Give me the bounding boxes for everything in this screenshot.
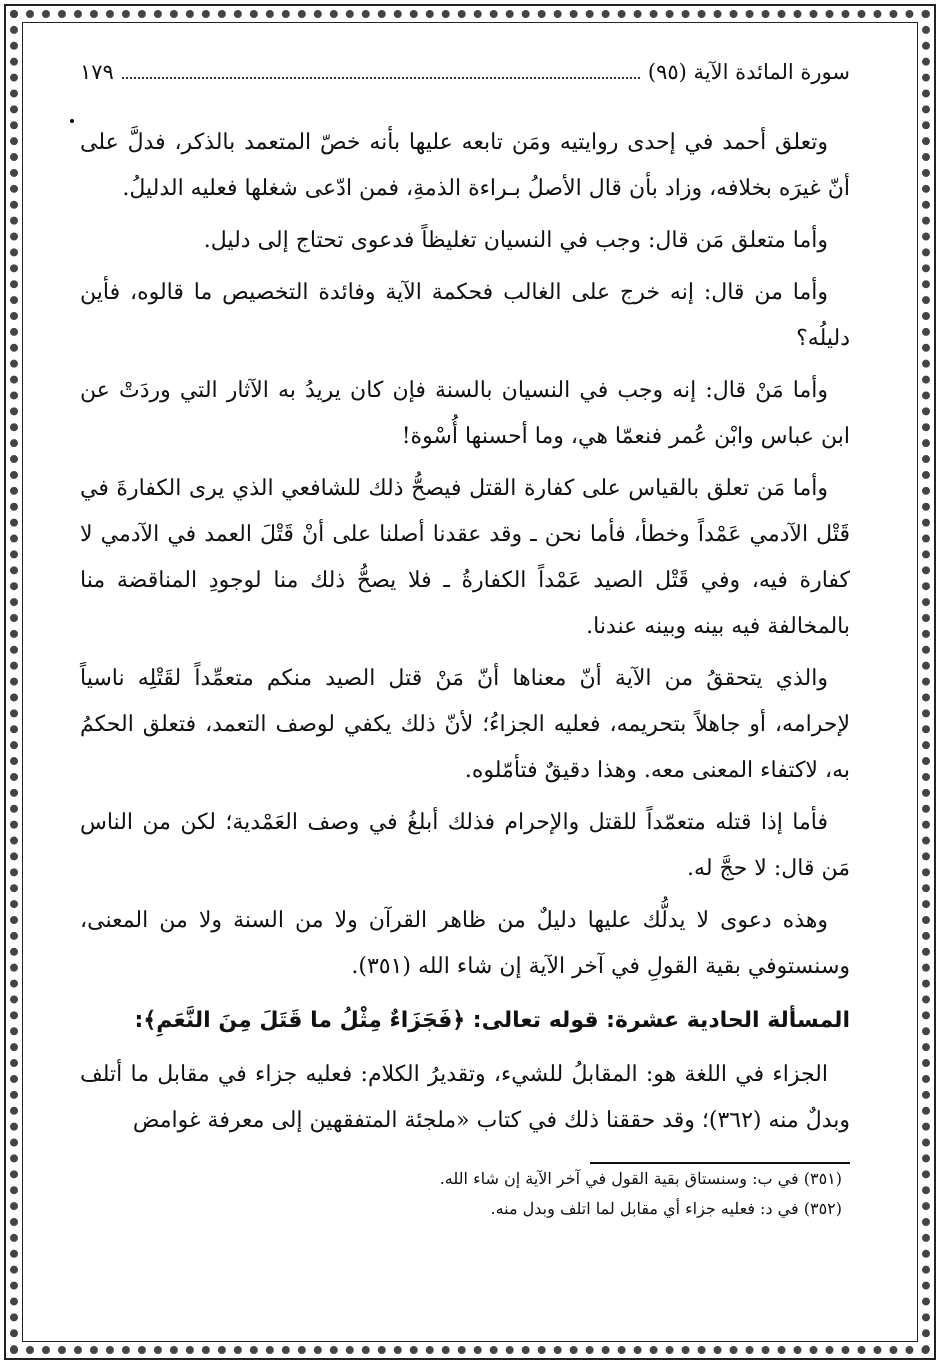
- paragraph: فأما إذا قتله متعمّداً للقتل والإحرام فذلك أبلغُ في وصف العَمْدية؛ لكن من الناس مَن قال: لا حجَّ له.: [80, 810, 850, 881]
- paragraph: وهذه دعوى لا يدلُّك عليها دليلٌ من ظاهر القرآن ولا من السنة ولا من المعنى، وسنستوفي بقية القولِ في آخر الآية إن شاء الله (٣٥١).: [80, 908, 850, 979]
- paragraph: وأما مَنْ قال: إنه وجب في النسيان بالسنة فإن كان يريدُ به الآثار التي وردَتْ عن ابن عباس وابْن عُمر فنعمّا هي، وما أحسنها أُسْوة!: [80, 378, 850, 449]
- running-header: [80, 60, 850, 100]
- page-body: [80, 60, 850, 1224]
- paragraph: الجزاء في اللغة هو: المقابلُ للشيء، وتقديرُ الكلام: فعليه جزاء في مقابل ما أتلف وبدلٌ منه (٣٦٢)؛ وقد حققنا ذلك في كتاب «ملجئة المتفقهين إلى معرفة غوامض: [80, 1062, 850, 1133]
- footnote: (٣٥١) في ب: وسنستاق بقية القول في آخر الآية إن شاء الله.: [439, 1169, 842, 1188]
- header-title: سورة المائدة الآية (٩٥): [647, 60, 850, 84]
- margin-dot: [70, 119, 74, 123]
- section-heading: المسألة الحادية عشرة: قوله تعالى: ﴿فَجَزَاءٌ مِثْلُ ما قَتَلَ مِنَ النَّعَمِ﴾:: [134, 1008, 850, 1033]
- page-number: ١٧٩: [80, 60, 114, 84]
- paragraph: وأما مَن تعلق بالقياس على كفارة القتل فيصحُّ ذلك للشافعي الذي يرى الكفارةَ في قَتْل الآدمي عَمْداً وخطأ، فأما نحن ـ وقد عقدنا أصلنا على أنْ قَتْلَ العمد في الآدمي لا كفارة فيه، وفي قَتْل الصيد عَمْداً الكفارةُ ـ فلا يصحُّ ذلك منا لوجودِ المناقضة منا بالمخالفة فيه بينه وبينه عندنا.: [80, 476, 850, 639]
- header-leader-dots: [122, 63, 640, 79]
- paragraph: وأما من قال: إنه خرج على الغالب فحكمة الآية وفائدة التخصيص ما قالوه، فأين دليلُه؟: [80, 280, 850, 351]
- footnote: (٣٥٢) في د: فعليه جزاء أي مقابل لما اتلف وبدل منه.: [490, 1199, 842, 1218]
- paragraph: والذي يتحققُ من الآية أنّ معناها أنّ مَنْ قتل الصيد منكم متعمِّداً لقَتْلِه ناسياً لإحرامه، أو جاهلاً بتحريمه، فعليه الجزاءُ؛ لأنّ ذلك يكفي لوصف التعمد، فتعلق الحكمُ به، لاكتفاء المعنى معه. وهذا دقيقٌ فتأمّلوه.: [80, 666, 850, 783]
- paragraph: وأما متعلق مَن قال: وجب في النسيان تغليظاً فدعوى تحتاج إلى دليل.: [203, 228, 828, 253]
- paragraph: وتعلق أحمد في إحدى روايتيه ومَن تابعه عليها بأنه خصّ المتعمد بالذكر، فدلَّ على أنّ غيرَه بخلافه، وزاد بأن قال الأصلُ بـراءة الذمةِ، فمن ادّعى شغلها فعليه الدليلُ.: [80, 130, 850, 201]
